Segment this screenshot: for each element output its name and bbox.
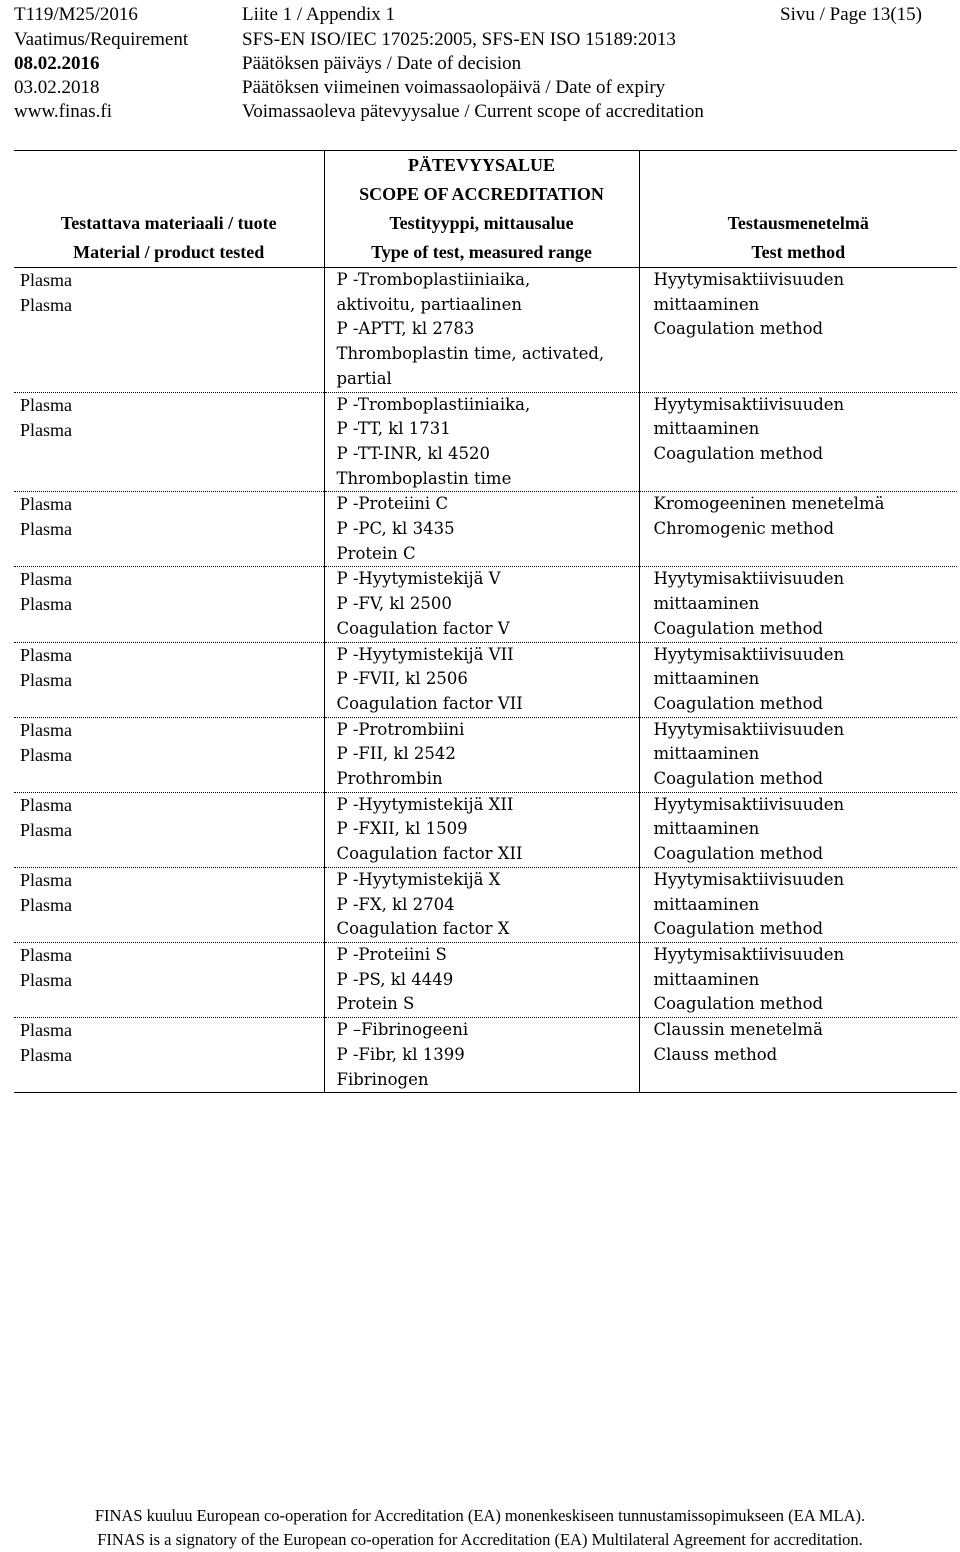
- col-method-en: Test method: [751, 242, 846, 262]
- material-cell: [14, 567, 324, 642]
- material-cell: [14, 792, 324, 867]
- test-cell-line: partial: [336, 368, 392, 388]
- method-cell-line: Coagulation method: [653, 994, 824, 1014]
- material-cell-line: Plasma: [20, 419, 72, 440]
- header-left-text: 03.02.2018: [14, 77, 100, 98]
- method-cell: [639, 942, 957, 1017]
- material-cell-line: Plasma: [20, 944, 72, 965]
- header-mid-text: Päätöksen viimeinen voimassaolopäivä / Date of expiry: [242, 77, 666, 98]
- method-cell-line: mittaaminen: [653, 744, 760, 764]
- table-row: [14, 492, 957, 567]
- method-cell-line: mittaaminen: [653, 894, 760, 914]
- test-cell-line: P -FV, kl 2500: [336, 594, 452, 614]
- col-method-fi: Testausmenetelmä: [727, 213, 869, 233]
- test-cell: [324, 492, 639, 567]
- test-cell-line: Prothrombin: [336, 769, 443, 789]
- material-cell-line: Plasma: [20, 569, 72, 590]
- header-row: [0, 75, 960, 101]
- method-cell-line: Hyytymisaktiivisuuden: [653, 644, 845, 664]
- footer-line-en: FINAS is a signatory of the European co-operation for Accreditation (EA) Multilateral Agreement for accreditation.: [97, 1530, 863, 1549]
- material-cell: [14, 268, 324, 393]
- test-cell-line: P -TT, kl 1731: [336, 419, 451, 439]
- method-cell-line: Coagulation method: [653, 443, 824, 463]
- method-cell: [639, 642, 957, 717]
- material-cell: [14, 492, 324, 567]
- test-cell-line: P -Hyytymistekijä X: [336, 869, 501, 889]
- material-cell: [14, 942, 324, 1017]
- col-test-en: Type of test, measured range: [371, 242, 592, 262]
- method-cell-line: mittaaminen: [653, 669, 760, 689]
- table-row: [14, 392, 957, 492]
- header-left-text[interactable]: www.finas.fi: [14, 101, 112, 122]
- test-cell-line: P -FII, kl 2542: [336, 744, 456, 764]
- test-cell-line: Thromboplastin time, activated,: [336, 344, 605, 364]
- material-cell: [14, 392, 324, 492]
- method-cell: [639, 792, 957, 867]
- method-cell-line: Claussin menetelmä: [653, 1020, 823, 1040]
- header-left-text: Vaatimus/Requirement: [14, 29, 189, 50]
- table-row: [14, 867, 957, 942]
- material-cell-line: Plasma: [20, 819, 72, 840]
- test-cell-line: aktivoitu, partiaalinen: [336, 294, 522, 314]
- method-cell-line: Hyytymisaktiivisuuden: [653, 270, 845, 289]
- method-cell-line: Hyytymisaktiivisuuden: [653, 719, 845, 739]
- col-header-material: [14, 151, 324, 268]
- header-row: [0, 27, 960, 53]
- scope-title-fi: PÄTEVYYSALUE: [407, 155, 556, 175]
- method-cell: [639, 268, 957, 393]
- table-row: [14, 567, 957, 642]
- material-cell-line: Plasma: [20, 295, 72, 315]
- test-cell-line: P -Tromboplastiiniaika,: [336, 270, 531, 289]
- material-cell-line: Plasma: [20, 969, 72, 990]
- scope-table-body: [14, 268, 957, 1093]
- method-cell: [639, 392, 957, 492]
- material-cell-line: Plasma: [20, 869, 72, 890]
- method-cell-line: Hyytymisaktiivisuuden: [653, 394, 845, 414]
- method-cell-line: Coagulation method: [653, 844, 824, 864]
- test-cell: [324, 942, 639, 1017]
- material-cell: [14, 1018, 324, 1093]
- method-cell-line: Coagulation method: [653, 693, 824, 713]
- method-cell-line: mittaaminen: [653, 294, 760, 314]
- header-left-text: 08.02.2016: [14, 53, 100, 74]
- page-number: Sivu / Page 13(15): [780, 4, 922, 25]
- method-cell-line: Coagulation method: [653, 769, 824, 789]
- col-material-en: Material / product tested: [73, 242, 265, 262]
- method-cell-line: Coagulation method: [653, 919, 824, 939]
- table-row: [14, 717, 957, 792]
- table-row: [14, 642, 957, 717]
- method-cell-line: mittaaminen: [653, 819, 760, 839]
- material-cell: [14, 867, 324, 942]
- scope-table: [14, 150, 957, 1093]
- test-cell-line: P -Hyytymistekijä XII: [336, 794, 514, 814]
- material-cell-line: Plasma: [20, 719, 72, 740]
- col-material-fi: Testattava materiaali / tuote: [60, 213, 277, 233]
- header-mid-text: SFS-EN ISO/IEC 17025:2005, SFS-EN ISO 15189:2013: [242, 29, 676, 50]
- material-cell-line: Plasma: [20, 394, 72, 415]
- test-cell-line: P -FXII, kl 1509: [336, 819, 468, 839]
- material-cell-line: Plasma: [20, 1045, 72, 1066]
- table-row: [14, 792, 957, 867]
- material-cell-line: Plasma: [20, 744, 72, 765]
- test-cell-line: Coagulation factor V: [336, 618, 510, 638]
- method-cell-line: mittaaminen: [653, 969, 760, 989]
- test-cell-line: P -Fibr, kl 1399: [336, 1044, 465, 1064]
- method-cell-line: Clauss method: [653, 1044, 778, 1064]
- method-cell: [639, 567, 957, 642]
- test-cell: [324, 1018, 639, 1093]
- test-cell: [324, 717, 639, 792]
- test-cell: [324, 392, 639, 492]
- test-cell: [324, 268, 639, 393]
- header-row: [0, 2, 960, 28]
- table-row: [14, 1018, 957, 1093]
- header-mid-text: Päätöksen päiväys / Date of decision: [242, 53, 522, 74]
- col-header-test: [324, 151, 639, 268]
- method-cell: [639, 492, 957, 567]
- test-cell-line: P -FVII, kl 2506: [336, 669, 468, 689]
- header-row: [0, 51, 960, 77]
- material-cell-line: Plasma: [20, 594, 72, 615]
- material-cell-line: Plasma: [20, 894, 72, 915]
- test-cell-line: P -Tromboplastiiniaika,: [336, 394, 531, 414]
- test-cell-line: P -Proteiini S: [336, 944, 447, 964]
- test-cell-line: P -TT-INR, kl 4520: [336, 443, 490, 463]
- test-cell-line: P -FX, kl 2704: [336, 894, 455, 914]
- method-cell-line: mittaaminen: [653, 419, 760, 439]
- test-cell-line: P -PS, kl 4449: [336, 969, 454, 989]
- test-cell-line: P -Hyytymistekijä V: [336, 569, 501, 589]
- test-cell-line: P -APTT, kl 2783: [336, 319, 475, 339]
- method-cell-line: Coagulation method: [653, 618, 824, 638]
- method-cell: [639, 1018, 957, 1093]
- method-cell-line: mittaaminen: [653, 594, 760, 614]
- method-cell-line: Kromogeeninen menetelmä: [653, 494, 885, 514]
- header-row: [0, 99, 960, 125]
- col-test-fi: Testityyppi, mittausalue: [389, 213, 574, 233]
- material-cell-line: Plasma: [20, 644, 72, 665]
- test-cell-line: P -Proteiini C: [336, 494, 449, 514]
- table-row: [14, 268, 957, 393]
- material-cell-line: Plasma: [20, 794, 72, 815]
- test-cell-line: Coagulation factor VII: [336, 693, 523, 713]
- method-cell: [639, 717, 957, 792]
- method-cell-line: Hyytymisaktiivisuuden: [653, 794, 845, 814]
- header-mid-text: Voimassaoleva pätevyysalue / Current scope of accreditation: [242, 101, 704, 122]
- material-cell-line: Plasma: [20, 270, 72, 290]
- method-cell-line: Coagulation method: [653, 319, 824, 339]
- test-cell-line: Coagulation factor X: [336, 919, 510, 939]
- method-cell-line: Hyytymisaktiivisuuden: [653, 569, 845, 589]
- material-cell-line: Plasma: [20, 519, 72, 540]
- header-left-text: T119/M25/2016: [14, 4, 138, 25]
- material-cell: [14, 642, 324, 717]
- test-cell-line: P -Hyytymistekijä VII: [336, 644, 514, 664]
- method-cell-line: Hyytymisaktiivisuuden: [653, 869, 845, 889]
- test-cell-line: Coagulation factor XII: [336, 844, 523, 864]
- material-cell: [14, 717, 324, 792]
- col-header-method: [639, 151, 957, 268]
- test-cell-line: Protein S: [336, 994, 415, 1014]
- header-mid-text: Liite 1 / Appendix 1: [242, 4, 396, 25]
- test-cell-line: P –Fibrinogeeni: [336, 1020, 469, 1040]
- scope-title-en: SCOPE OF ACCREDITATION: [359, 184, 604, 204]
- test-cell: [324, 792, 639, 867]
- test-cell-line: P -Protrombiini: [336, 719, 465, 739]
- material-cell-line: Plasma: [20, 1020, 72, 1041]
- table-row: [14, 942, 957, 1017]
- test-cell-line: Fibrinogen: [336, 1069, 429, 1089]
- method-cell: [639, 867, 957, 942]
- method-cell-line: Chromogenic method: [653, 519, 835, 539]
- test-cell: [324, 867, 639, 942]
- test-cell-line: P -PC, kl 3435: [336, 519, 455, 539]
- test-cell-line: Thromboplastin time: [336, 468, 512, 488]
- test-cell: [324, 642, 639, 717]
- test-cell-line: Protein C: [336, 543, 416, 563]
- material-cell-line: Plasma: [20, 494, 72, 515]
- method-cell-line: Hyytymisaktiivisuuden: [653, 944, 845, 964]
- footer-line-fi: FINAS kuuluu European co-operation for Accreditation (EA) monenkeskiseen tunnustamissopimukseen (EA MLA).: [94, 1506, 866, 1525]
- material-cell-line: Plasma: [20, 669, 72, 690]
- test-cell: [324, 567, 639, 642]
